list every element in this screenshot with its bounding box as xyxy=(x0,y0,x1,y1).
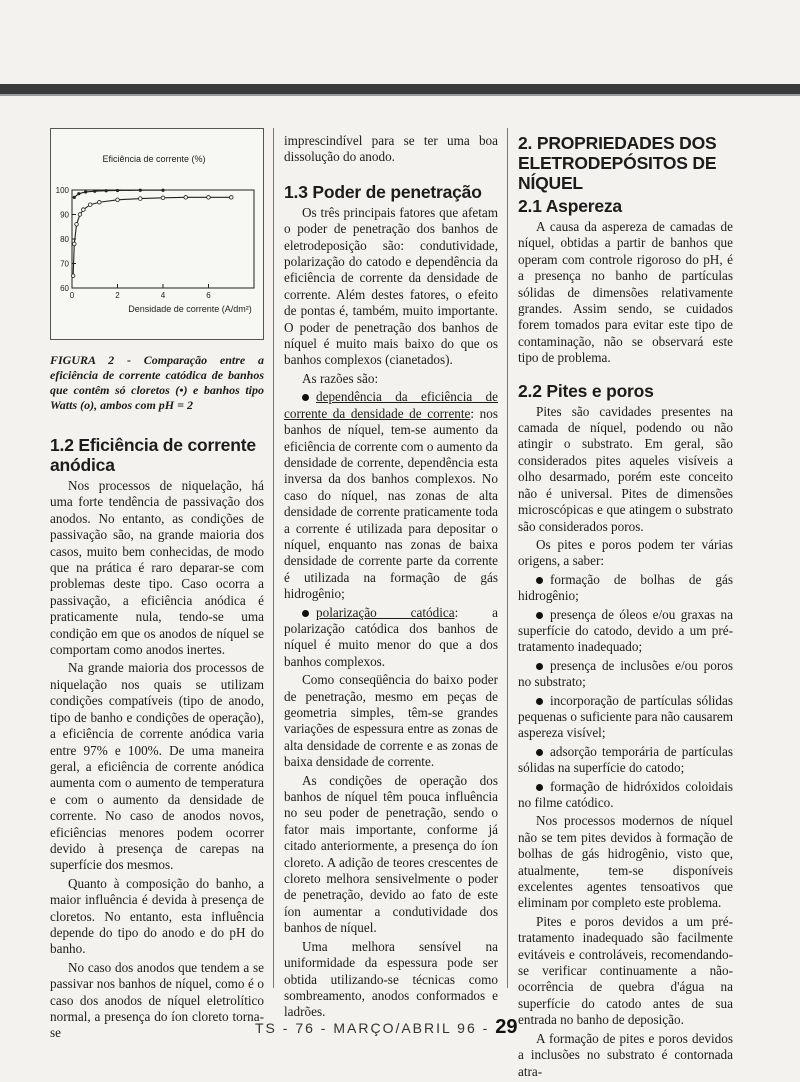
data-point xyxy=(82,208,86,212)
bullet-icon xyxy=(536,784,543,791)
page-number: 29 xyxy=(495,1016,518,1038)
bullet-text: formação de bolhas de gás hidrogênio; xyxy=(518,571,733,604)
bullet-icon xyxy=(302,394,309,401)
figure-chart xyxy=(50,128,264,340)
paragraph: No caso dos anodos que tendem a se passivar nos banhos de níquel, como é o caso dos anodos de níquel eletrolítico normal, a presença do íon cloreto torna-se xyxy=(50,959,264,1041)
footer-text: TS - 76 - MARÇO/ABRIL 96 - xyxy=(255,1020,490,1036)
y-tick-label: 70 xyxy=(60,259,69,269)
bullet-item xyxy=(518,607,733,656)
paragraph: Como conseqüência do baixo poder de penetração, mesmo em peças de geometria simples, têm-se grandes variações de espessura entre as zonas de alta densidade de corrente e as zonas de baixa densidade de corrente. xyxy=(284,672,498,770)
bullet-icon xyxy=(536,577,543,584)
top-border xyxy=(0,84,800,94)
y-tick-label: 100 xyxy=(55,186,69,195)
x-tick-label: 6 xyxy=(206,291,211,300)
data-point xyxy=(84,190,87,193)
bullet-label: dependência da eficiência de corrente da densidade de corrente xyxy=(284,389,498,421)
section-heading: 2.2 Pites e poros xyxy=(518,380,654,401)
bullet-item xyxy=(518,744,733,777)
paragraph: Uma melhora sensível na uniformidade da espessura pode ser obtida utilizando-se técnicas como sombreamento, anodos conformados e ladrões. xyxy=(284,938,498,1020)
bullet-text: adsorção temporária de partículas sólidas na superfície do catodo; xyxy=(518,743,733,776)
bullet-text: : nos banhos de níquel, tem-se aumento da eficiência de corrente com o aumento da densidade de corrente, dependência esta inversa da dos banhos complexos. No caso do níquel, nas zonas de alta densidade de corrente praticamente toda a corrente é utilizada para depositar o níquel, enquanto nas zonas de baixa densidade de corrente parte da corrente é utilizada na formação de gás hidrogênio; xyxy=(284,405,499,602)
top-border-line xyxy=(0,94,800,96)
data-point xyxy=(72,242,76,246)
bullet-icon xyxy=(536,612,543,619)
x-axis-label: Densidade de corrente (A/dm²) xyxy=(128,304,252,314)
column-divider xyxy=(273,128,274,988)
column-3 xyxy=(518,133,733,1082)
data-point xyxy=(71,274,75,278)
column-2 xyxy=(284,133,498,1023)
paragraph: As razões são: xyxy=(302,370,379,386)
data-point xyxy=(116,189,119,192)
bullet-item xyxy=(284,389,498,602)
bullet-item xyxy=(284,605,498,671)
bullet-item xyxy=(518,572,733,605)
y-tick-label: 80 xyxy=(60,235,69,244)
paragraph: A causa da aspereza de camadas de níquel, obtidas a partir de banhos que operam com controle rigoroso do pH, é a presença no banho de partículas sólidas de dimensões relativamente grandes. Assim sendo, se cuidados forem tomados para evitar este tipo de contaminação, não se observará este tipo de problema. xyxy=(518,219,733,366)
paragraph: Os pites e poros podem ter várias origens, a saber: xyxy=(518,536,733,569)
x-tick-label: 2 xyxy=(115,291,120,300)
data-point xyxy=(207,196,211,200)
bullet-item xyxy=(518,658,733,691)
paragraph: Pites são cavidades presentes na camada de níquel, podendo ou não atingir o substrato. Em geral, são considerados pites aqueles visíveis a olho desarmado, porém este conceito não é universal. Pites de dimensões microscópicas e que atingem o substrato são considerados poros. xyxy=(518,403,733,534)
chart-svg xyxy=(50,128,264,340)
paragraph: Os três principais fatores que afetam o poder de penetração dos banhos de eletrodeposição são: condutividade, polarização do catodo e dependência da eficiência de corrente da densidade de corrente. Além destes fatores, o efeito de pontas é, também, muito importante. O poder de penetração dos banhos de níquel é muito mais baixo do que os banhos complexos (cianetados). xyxy=(284,204,498,368)
section-heading: 2.1 Aspereza xyxy=(518,196,622,216)
data-point xyxy=(229,196,233,200)
paragraph: Na grande maioria dos processos de niquelação nos quais se utilizam condições compatíveis (tipo de anodo, tipo de banho e condições de operação), a eficiência de corrente anódica varia entre 97% e 100%. De uma maneira geral, a eficiência de corrente anódica aumenta com o aumento de temperatura e com o aumento da densidade de corrente. No caso de anodos novos, eficiências menores podem ocorrer devido à presença de carepas na superfície dos mesmos. xyxy=(50,660,264,873)
data-point xyxy=(77,192,80,195)
data-point xyxy=(88,203,92,207)
bullet-icon xyxy=(536,749,543,756)
section-heading: 1.2 Eficiência de corrente anódica xyxy=(50,435,256,475)
data-point xyxy=(139,189,142,192)
bullet-item xyxy=(518,779,733,812)
chapter-heading: 2. PROPRIEDADES DOS ELETRODEPÓSITOS DE NÍQUEL xyxy=(518,133,717,193)
data-point xyxy=(78,213,82,217)
figure-caption: FIGURA 2 - Comparação entre a eficiência de corrente catódica de banhos que contêm só cloretos (•) e banhos tipo Watts (o), ambos com pH = 2 xyxy=(50,353,264,412)
paragraph: Nos processos modernos de níquel não se tem pites devidos à formação de bolhas de gás hidrogênio, visto que, atualmente, tem-se disponíveis excelentes agentes tensoativos que eliminam por completo este problema. xyxy=(518,813,733,911)
y-tick-label: 90 xyxy=(60,210,69,220)
column-divider xyxy=(507,128,508,988)
page-footer xyxy=(255,1016,555,1039)
data-point xyxy=(184,196,188,200)
bullet-icon xyxy=(302,610,309,617)
paragraph: imprescindível para se ter uma boa dissolução do anodo. xyxy=(284,133,498,165)
paragraph: A formação de pites e poros devidos a inclusões no substrato é contornada atra- xyxy=(518,1030,733,1079)
data-point xyxy=(138,197,142,201)
chart-title: Eficiência de corrente (%) xyxy=(102,154,206,164)
bullet-icon xyxy=(536,698,543,705)
data-point xyxy=(161,189,164,192)
section-heading: 1.3 Poder de penetração xyxy=(284,181,482,202)
paragraph: As condições de operação dos banhos de níquel têm pouca influência no seu poder de penetração, sendo o fator mais importante, conforme já citado anteriormente, a presença do íon cloreto. A adição de teores crescentes de cloreto melhora sensivelmente o poder de penetração, devido ao fato de este íon aumentar a condutividade dos banhos de níquel. xyxy=(284,772,498,936)
bullet-text: formação de hidróxidos coloidais no filme catódico. xyxy=(518,778,733,810)
column-1 xyxy=(50,435,264,1044)
bullet-text: presença de óleos e/ou graxas na superfície do catodo, devido a um pré-tratamento inadequado; xyxy=(518,606,733,655)
bullet-icon xyxy=(536,663,543,670)
x-tick-label: 4 xyxy=(160,291,166,300)
bullet-item xyxy=(518,693,733,742)
bullet-text: : a polarização catódica dos banhos de níquel é muito menor do que a dos banhos complexos. xyxy=(284,604,498,669)
data-point xyxy=(75,223,79,227)
data-point xyxy=(161,196,165,200)
data-point xyxy=(98,200,102,204)
bullet-text: incorporação de partículas sólidas pequenas o suficiente para não causarem aspereza visível; xyxy=(518,692,733,741)
bullet-text: presença de inclusões e/ou poros no substrato; xyxy=(518,657,733,690)
data-point xyxy=(105,189,108,192)
bullet-label: polarização catódica xyxy=(316,604,455,620)
x-tick-label: 0 xyxy=(69,291,75,300)
data-point xyxy=(116,198,120,202)
data-point xyxy=(73,196,76,199)
paragraph: Nos processos de niquelação, há uma forte tendência de passivação dos anodos. No entanto, as condições de passivação são, na grande maioria dos casos, muito bem conhecidas, de modo que na prática é raro deparar-se com problemas deste tipo. Caso ocorra a passivação, a eficiência anódica é praticamente nula, tendo-se uma condição em que os anodos de níquel se comportam como anodos inertes. xyxy=(50,478,264,658)
paragraph: Quanto à composição do banho, a maior influência é devida à presença de cloretos. No entanto, esta influência depende do tipo do anodo e do pH do banho. xyxy=(50,875,264,957)
data-point xyxy=(93,190,96,193)
y-tick-label: 60 xyxy=(60,284,69,293)
paragraph: Pites e poros devidos a um pré-tratamento inadequado são facilmente evitáveis e controláveis, recomendando-se verificar continuamente a não-ocorrência de quebra d'água na superfície do catodo antes de sua entrada no banho de deposição. xyxy=(518,913,733,1028)
